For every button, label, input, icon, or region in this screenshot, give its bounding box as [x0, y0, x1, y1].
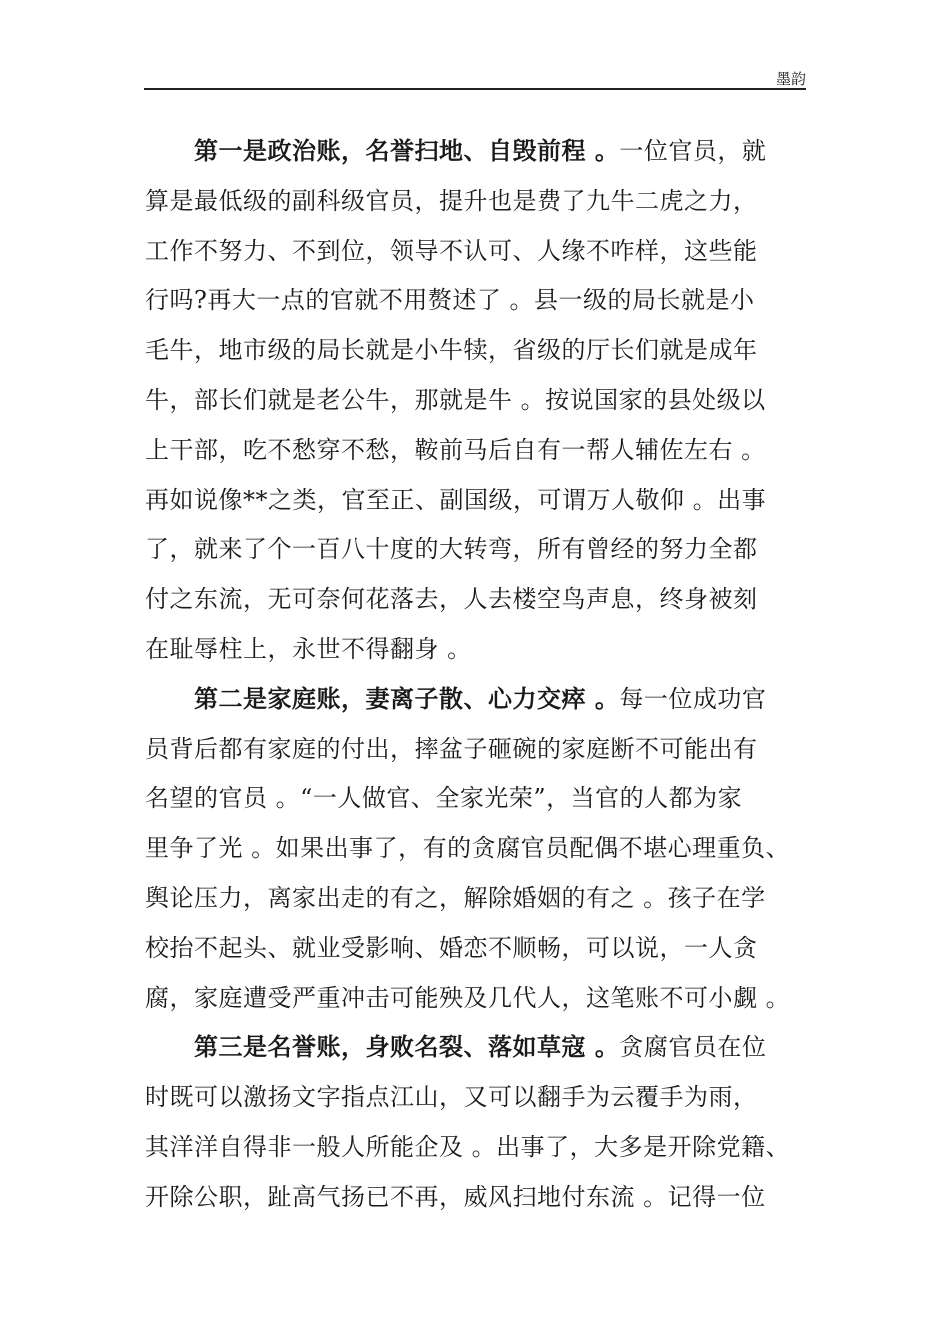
header-brand: 墨韵 — [775, 70, 806, 88]
text-line — [145, 878, 766, 918]
line-text: 开除公职，趾高气扬已不再，威风扫地付东流 。记得一位 — [145, 1183, 766, 1211]
line-text: 再如说像**之类，官至正、副国级，可谓万人敬仰 。出事 — [145, 486, 767, 514]
line-text: 在耻辱柱上，永世不得翻身 。 — [145, 635, 472, 663]
text-line — [145, 729, 758, 769]
line-text: 员背后都有家庭的付出，摔盆子砸碗的家庭断不可能出有 — [145, 735, 758, 763]
line-text: 每一位成功官 — [619, 685, 767, 713]
paragraph-heading: 第三是名誉账，身败名裂、落如草寇 。 — [194, 1032, 620, 1061]
text-line — [145, 828, 790, 868]
line-text: 上干部，吃不愁穿不愁，鞍前马后自有一帮人辅佐左右 。 — [145, 436, 766, 464]
paragraph-heading: 第一是政治账，名誉扫地、自毁前程 。 — [194, 136, 620, 165]
paragraph-first-line — [194, 679, 766, 719]
line-text: 校抬不起头、就业受影响、婚恋不顺畅，可以说，一人贪 — [145, 934, 758, 962]
text-line — [145, 330, 758, 370]
text-line — [145, 928, 758, 968]
line-text: 行吗?再大一点的官就不用赘述了 。县一级的局长就是小 — [145, 286, 755, 314]
line-text: 里争了光 。如果出事了，有的贪腐官员配偶不堪心理重负、 — [145, 834, 791, 862]
line-text: 名望的官员 。“一人做官、全家光荣”，当官的人都为家 — [145, 784, 743, 812]
line-text: 工作不努力、不到位，领导不认可、人缘不咋样，这些能 — [145, 237, 758, 265]
line-text: 舆论压力，离家出走的有之，解除婚姻的有之 。孩子在学 — [145, 884, 766, 912]
text-line — [145, 280, 755, 320]
text-line — [145, 181, 758, 221]
text-line — [145, 430, 766, 470]
text-line — [145, 1127, 790, 1167]
line-text: 了，就来了个一百八十度的大转弯，所有曾经的努力全都 — [145, 535, 758, 563]
line-text: 牛，部长们就是老公牛，那就是牛 。按说国家的县处级以 — [145, 386, 766, 414]
text-line — [145, 1077, 758, 1117]
line-text: 毛牛，地市级的局长就是小牛犊，省级的厅长们就是成年 — [145, 336, 758, 364]
line-text: 一位官员，就 — [619, 137, 767, 165]
line-text: 算是最低级的副科级官员，提升也是费了九牛二虎之力， — [145, 187, 758, 215]
paragraph-heading: 第二是家庭账，妻离子散、心力交瘁 。 — [194, 684, 620, 713]
text-line — [145, 231, 758, 271]
text-line — [145, 978, 790, 1018]
text-line — [145, 380, 766, 420]
paragraph-first-line — [194, 131, 766, 171]
text-line — [145, 778, 742, 818]
header-divider — [144, 88, 806, 90]
text-line — [145, 1177, 766, 1217]
text-line — [145, 529, 758, 569]
text-line — [145, 579, 758, 619]
text-line — [145, 629, 472, 669]
paragraph-first-line — [194, 1027, 766, 1067]
line-text: 贪腐官员在位 — [619, 1033, 767, 1061]
line-text: 腐，家庭遭受严重冲击可能殃及几代人，这笔账不可小觑 。 — [145, 984, 791, 1012]
line-text: 其洋洋自得非一般人所能企及 。出事了，大多是开除党籍、 — [145, 1133, 791, 1161]
text-line — [145, 480, 766, 520]
line-text: 付之东流，无可奈何花落去，人去楼空鸟声息，终身被刻 — [145, 585, 758, 613]
line-text: 时既可以激扬文字指点江山，又可以翻手为云覆手为雨， — [145, 1083, 758, 1111]
